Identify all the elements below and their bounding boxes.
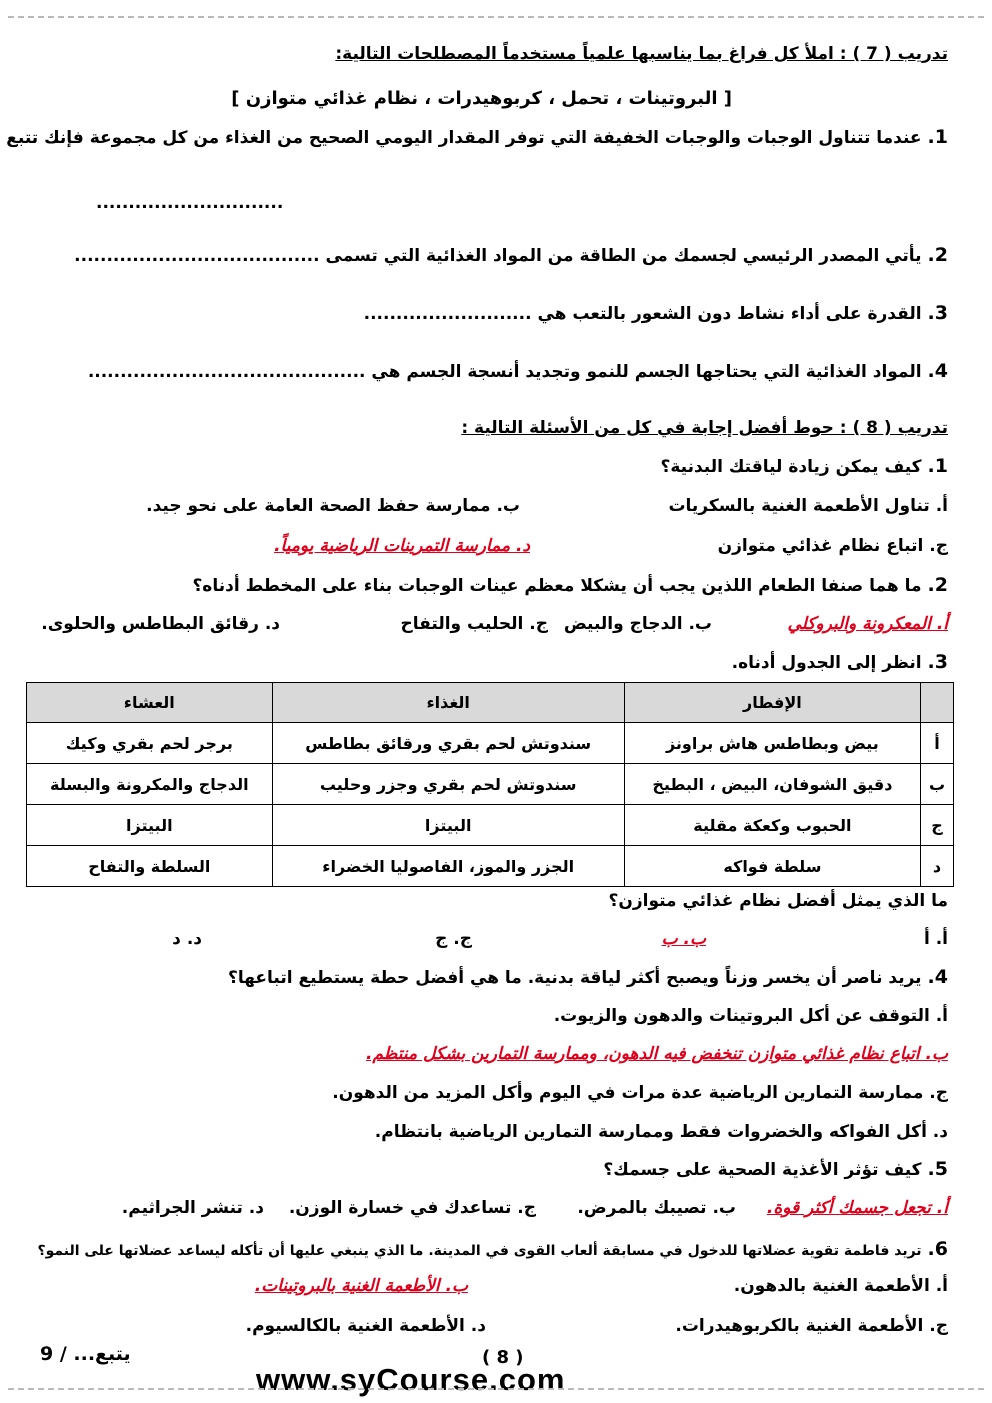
ex8-q1-option-a[interactable]: أ. تناول الأطعمة الغنية بالسكريات xyxy=(668,496,948,516)
ex7-question-2 xyxy=(40,244,948,266)
row-key: د xyxy=(921,846,954,887)
ex7-question-3 xyxy=(40,302,948,324)
dinner-cell: الدجاج والمكرونة والبسلة xyxy=(27,764,273,805)
ex8-q3-option-c[interactable]: ج. ج xyxy=(435,929,472,949)
question-text: يريد ناصر أن يخسر وزناً ويصبح أكثر لياقة بدنية. ما هي أفضل حطة يستطيع اتباعها؟ xyxy=(227,968,922,988)
row-key: أ xyxy=(921,723,954,764)
table-row xyxy=(27,805,954,846)
page-number: ( 8 ) xyxy=(482,1347,524,1368)
question-text: كيف تؤثر الأغذية الصحية على جسمك؟ xyxy=(603,1160,922,1180)
question-number: 5. xyxy=(927,1158,948,1180)
row-key: ب xyxy=(921,764,954,805)
breakfast-cell: سلطة فواكه xyxy=(624,846,920,887)
ex8-q3-option-b-answer[interactable]: ب. ب xyxy=(661,929,706,949)
ex8-question-6 xyxy=(37,1238,948,1260)
ex8-q4-option-a[interactable]: أ. التوقف عن أكل البروتينات والدهون والزيوت. xyxy=(553,1006,948,1026)
question-number: 4. xyxy=(927,360,948,382)
dinner-cell: برجر لحم بقري وكيك xyxy=(27,723,273,764)
question-number: 2. xyxy=(927,244,948,266)
ex8-q5-option-d[interactable]: د. تنشر الجراثيم. xyxy=(121,1198,264,1218)
ex8-q2-option-b[interactable]: ب. الدجاج والبيض xyxy=(563,614,712,634)
table-header-row xyxy=(27,683,954,723)
question-text: المواد الغذائية التي يحتاجها الجسم للنمو وتجديد أنسجة الجسم هي ........................................... xyxy=(87,362,922,382)
ex8-q1-option-c[interactable]: ج. اتباع نظام غذائي متوازن xyxy=(717,536,948,556)
table-header-dinner: العشاء xyxy=(27,683,273,723)
table-row xyxy=(27,846,954,887)
ex8-q2-option-a-answer[interactable]: أ. المعكرونة والبروكلي xyxy=(787,614,948,634)
table-header-breakfast: الإفطار xyxy=(624,683,920,723)
ex8-q2-option-c[interactable]: ج. الحليب والتفاح xyxy=(400,614,548,634)
ex8-q6-option-b-answer[interactable]: ب. الأطعمة الغنية بالبروتينات. xyxy=(254,1276,468,1296)
question-text: القدرة على أداء نشاط دون الشعور بالتعب هي .......................... xyxy=(363,304,922,324)
ex8-q4-option-c[interactable]: ج. ممارسة التمارين الرياضية عدة مرات في اليوم وأكل المزيد من الدهون. xyxy=(332,1083,948,1103)
ex8-q4-option-d[interactable]: د. أكل الفواكه والخضروات فقط وممارسة التمارين الرياضية بانتظام. xyxy=(374,1122,948,1142)
ex8-q1-option-d-answer[interactable]: د. ممارسة التمرينات الرياضية يومياً. xyxy=(274,536,530,556)
question-text: انظر إلى الجدول أدناه. xyxy=(731,653,922,673)
ex7-question-4 xyxy=(40,360,948,382)
lunch-cell: سندوتش لحم بقري ورقائق بطاطس xyxy=(272,723,624,764)
table-row xyxy=(27,723,954,764)
meal-plan-table xyxy=(26,682,954,887)
ex8-q3-option-a[interactable]: أ. أ xyxy=(923,929,948,949)
ex8-q2-option-d[interactable]: د. رقائق البطاطس والحلوى. xyxy=(41,614,280,634)
ex8-q1-option-b[interactable]: ب. ممارسة حفظ الصحة العامة على نحو جيد. xyxy=(146,496,520,516)
question-number: 1. xyxy=(927,126,948,148)
question-text: تريد فاطمة تقوية عضلاتها للدخول في مسابقة ألعاب القوى في المدينة. ما الذي ينبغي عليها أن تأكله ليساعد عضلاتها على النمو؟ xyxy=(37,1243,922,1259)
site-watermark: www.syCourse.com xyxy=(256,1362,566,1397)
breakfast-cell: دقيق الشوفان، البيض ، البطيخ xyxy=(624,764,920,805)
exercise-7-heading: تدريب ( 7 ) : املأ كل فراغ بما يناسبها علمياً مستخدماً المصطلحات التالية: xyxy=(335,44,948,64)
question-number: 2. xyxy=(927,574,948,596)
ex8-q5-option-b[interactable]: ب. تصيبك بالمرض. xyxy=(577,1198,736,1218)
lunch-cell: الجزر والموز، الفاصوليا الخضراء xyxy=(272,846,624,887)
ex7-question-1 xyxy=(6,126,948,148)
table-header-lunch: الغذاء xyxy=(272,683,624,723)
ex8-q4-option-b-answer[interactable]: ب. اتباع نظام غذائي متوازن تنخفض فيه الدهون، وممارسة التمارين بشكل منتظم. xyxy=(366,1044,948,1064)
ex8-question-2 xyxy=(40,574,948,596)
ex8-q5-option-c[interactable]: ج. تساعدك في خسارة الوزن. xyxy=(288,1198,536,1218)
question-number: 3. xyxy=(927,302,948,324)
ex8-question-5 xyxy=(40,1158,948,1180)
lunch-cell: البيتزا xyxy=(272,805,624,846)
ex8-q6-option-d[interactable]: د. الأطعمة الغنية بالكالسيوم. xyxy=(245,1316,486,1336)
question-text: ما هما صنفا الطعام اللذين يجب أن يشكلا معظم عينات الوجبات بناء على المخطط أدناه؟ xyxy=(192,576,922,596)
ex7-q1-blank: ............................. xyxy=(96,193,284,213)
question-text: عندما تتناول الوجبات والوجبات الخفيفة التي توفر المقدار اليومي الصحيح من الغذاء من كل مجموعة فإنك تتبع xyxy=(6,128,922,148)
dinner-cell: السلطة والتفاح xyxy=(27,846,273,887)
table-header-key xyxy=(921,683,954,723)
ex8-q6-option-c[interactable]: ج. الأطعمة الغنية بالكربوهيدرات. xyxy=(675,1316,948,1336)
question-text: كيف يمكن زيادة لياقتك البدنية؟ xyxy=(660,457,922,477)
lunch-cell: سندوتش لحم بقري وجزر وحليب xyxy=(272,764,624,805)
terms-list: [ البروتينات ، تحمل ، كربوهيدرات ، نظام غذائي متوازن ] xyxy=(231,88,732,109)
ex8-q5-option-a-answer[interactable]: أ. تجعل جسمك أكثر قوة. xyxy=(766,1198,948,1218)
ex8-q3-option-d[interactable]: د. د xyxy=(172,929,202,949)
question-number: 1. xyxy=(927,455,948,477)
question-number: 4. xyxy=(927,966,948,988)
row-key: ج xyxy=(921,805,954,846)
ex8-question-1 xyxy=(40,455,948,477)
continue-note: يتبع... / 9 xyxy=(40,1343,131,1365)
breakfast-cell: الحبوب وكعكة مقلية xyxy=(624,805,920,846)
dinner-cell: البيتزا xyxy=(27,805,273,846)
exercise-8-heading: تدريب ( 8 ) : حوط أفضل إجابة في كل من الأسئلة التالية : xyxy=(461,418,948,438)
question-number: 3. xyxy=(927,651,948,673)
question-text: يأتي المصدر الرئيسي لجسمك من الطاقة من المواد الغذائية التي تسمى ...................................... xyxy=(74,246,922,266)
ex8-question-3 xyxy=(40,651,948,673)
table-row xyxy=(27,764,954,805)
ex8-question-4 xyxy=(40,966,948,988)
ex8-q3-subquestion: ما الذي يمثل أفضل نظام غذائي متوازن؟ xyxy=(608,891,948,911)
ex8-q6-option-a[interactable]: أ. الأطعمة الغنية بالدهون. xyxy=(733,1276,948,1296)
question-number: 6. xyxy=(927,1238,948,1260)
breakfast-cell: بيض وبطاطس هاش براونز xyxy=(624,723,920,764)
bottom-dashed-border xyxy=(8,1388,984,1390)
